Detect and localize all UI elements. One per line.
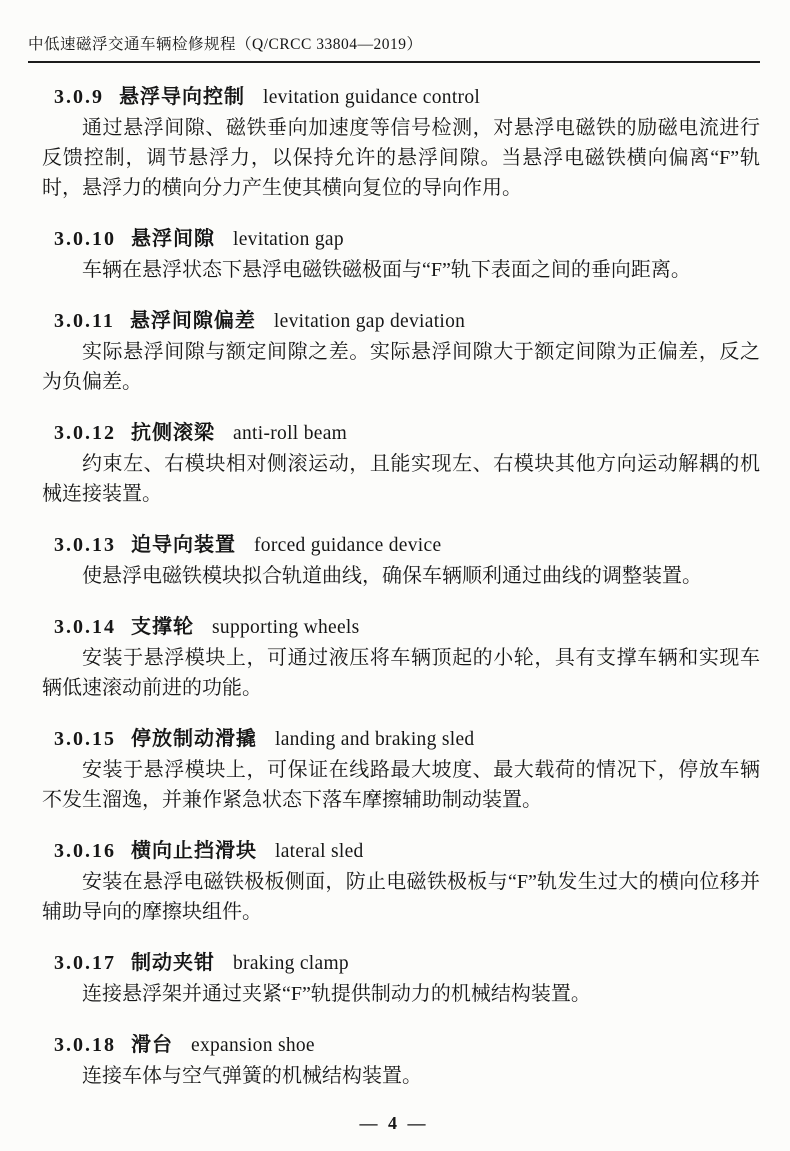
term-en: levitation gap <box>233 229 344 250</box>
term-definition: 安装于悬浮模块上，可通过液压将车辆顶起的小轮，具有支撑车辆和实现车辆低速滚动前进的功能。 <box>42 647 760 699</box>
term-en: anti-roll beam <box>233 423 348 444</box>
doc-header <box>28 36 760 63</box>
term-heading <box>42 82 760 113</box>
term-zh: 支撑轮 <box>131 616 194 638</box>
term-en: braking clamp <box>233 953 349 974</box>
term-zh: 制动夹钳 <box>131 952 215 974</box>
term-number: 3.0.18 <box>54 1034 116 1056</box>
term-heading <box>42 224 760 255</box>
term-section-3-0-16 <box>42 836 760 927</box>
term-section-3-0-18 <box>42 1030 760 1091</box>
term-zh: 悬浮间隙偏差 <box>129 310 256 332</box>
document-content <box>42 82 760 1091</box>
term-heading <box>42 306 760 337</box>
term-definition: 实际悬浮间隙与额定间隙之差。实际悬浮间隙大于额定间隙为正偏差，反之为负偏差。 <box>42 341 760 393</box>
term-en: forced guidance device <box>254 535 442 556</box>
term-heading <box>42 612 760 643</box>
term-section-3-0-13 <box>42 530 760 591</box>
term-number: 3.0.17 <box>54 952 116 974</box>
term-section-3-0-12 <box>42 418 760 509</box>
term-en: levitation gap deviation <box>273 311 466 332</box>
term-heading <box>42 836 760 867</box>
term-heading <box>42 530 760 561</box>
page-number: — 4 — <box>359 1113 429 1133</box>
term-heading <box>42 1030 760 1061</box>
term-definition: 安装于悬浮模块上，可保证在线路最大坡度、最大载荷的情况下，停放车辆不发生溜逸，并兼作紧急状态下落车摩擦辅助制动装置。 <box>42 759 760 811</box>
term-definition: 使悬浮电磁铁模块拟合轨道曲线，确保车辆顺利通过曲线的调整装置。 <box>82 565 702 587</box>
term-number: 3.0.9 <box>54 86 104 108</box>
term-number: 3.0.11 <box>54 310 115 332</box>
page-footer <box>28 1111 760 1135</box>
term-en: expansion shoe <box>191 1035 315 1056</box>
term-number: 3.0.14 <box>54 616 116 638</box>
term-definition: 通过悬浮间隙、磁铁垂向加速度等信号检测，对悬浮电磁铁的励磁电流进行反馈控制，调节悬浮力，以保持允许的悬浮间隙。当悬浮电磁铁横向偏离“F”轨时，悬浮力的横向分力产生使其横向复位的导向作用。 <box>42 117 760 199</box>
term-zh: 悬浮导向控制 <box>119 86 245 108</box>
term-en: supporting wheels <box>212 617 360 638</box>
term-section-3-0-11 <box>42 306 760 397</box>
term-section-3-0-15 <box>42 724 760 815</box>
term-definition: 车辆在悬浮状态下悬浮电磁铁磁极面与“F”轨下表面之间的垂向距离。 <box>82 259 691 281</box>
term-en: levitation guidance control <box>263 87 481 108</box>
term-heading <box>42 418 760 449</box>
term-zh: 迫导向装置 <box>131 534 236 556</box>
term-number: 3.0.15 <box>54 728 116 750</box>
term-zh: 抗侧滚梁 <box>131 422 215 444</box>
term-section-3-0-17 <box>42 948 760 1009</box>
term-section-3-0-10 <box>42 224 760 285</box>
term-section-3-0-14 <box>42 612 760 703</box>
term-zh: 滑台 <box>131 1034 173 1056</box>
term-definition: 约束左、右模块相对侧滚运动，且能实现左、右模块其他方向运动解耦的机械连接装置。 <box>42 453 760 505</box>
doc-header-title: 中低速磁浮交通车辆检修规程（Q/CRCC 33804—2019） <box>28 36 423 53</box>
term-number: 3.0.16 <box>54 840 116 862</box>
term-heading <box>42 724 760 755</box>
term-zh: 悬浮间隙 <box>131 228 215 250</box>
term-definition: 连接悬浮架并通过夹紧“F”轨提供制动力的机械结构装置。 <box>82 983 591 1005</box>
term-en: lateral sled <box>275 841 364 862</box>
term-section-3-0-9 <box>42 82 760 203</box>
term-number: 3.0.10 <box>54 228 116 250</box>
term-heading <box>42 948 760 979</box>
term-en: landing and braking sled <box>275 729 475 750</box>
term-zh: 横向止挡滑块 <box>131 840 257 862</box>
term-number: 3.0.12 <box>54 422 116 444</box>
term-zh: 停放制动滑撬 <box>131 728 257 750</box>
term-definition: 安装在悬浮电磁铁极板侧面，防止电磁铁极板与“F”轨发生过大的横向位移并辅助导向的摩擦块组件。 <box>42 871 760 923</box>
term-number: 3.0.13 <box>54 534 116 556</box>
term-definition: 连接车体与空气弹簧的机械结构装置。 <box>82 1065 422 1087</box>
